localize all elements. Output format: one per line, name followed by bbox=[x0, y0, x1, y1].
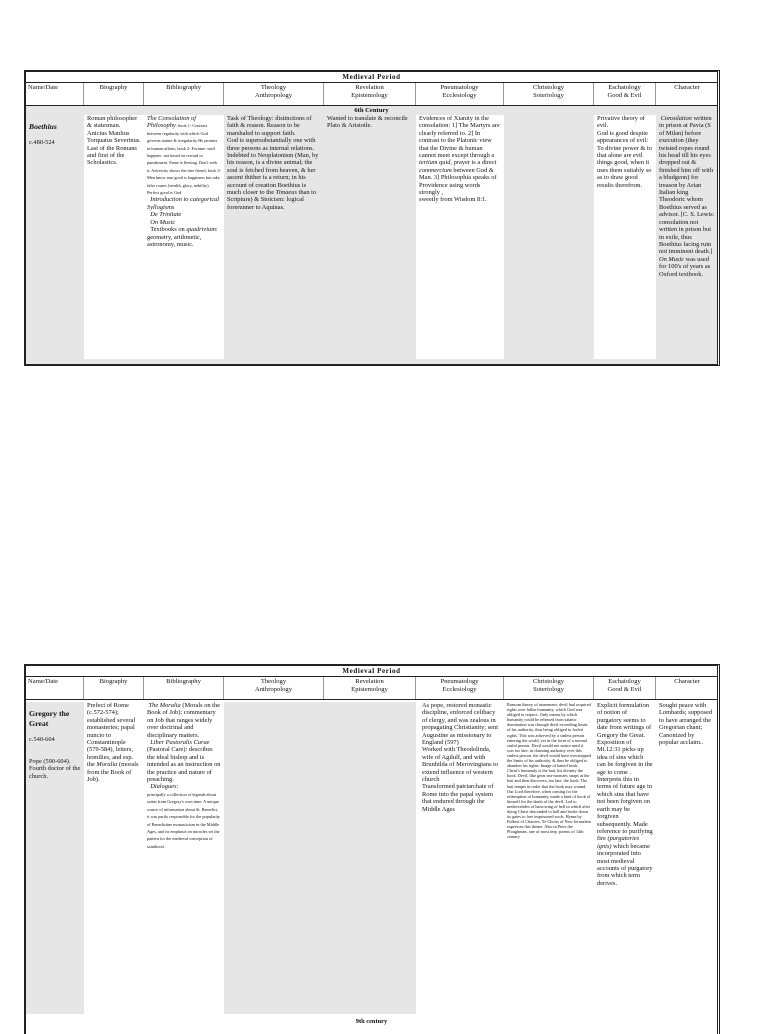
cell-biography bbox=[84, 702, 144, 1014]
col-header-character: Character bbox=[674, 84, 700, 91]
cell-name-date bbox=[26, 115, 84, 359]
century-label: 9th century bbox=[355, 1018, 388, 1025]
cell-eschatology: Privative theory of evil. God is good despite appearances of evil: To divine power & to that alone are evil things good, when it uses them suitably so as to draw good results therefrom. bbox=[594, 115, 656, 359]
character-text-2: was used for 100's of years as Oxford textbook. bbox=[659, 255, 711, 278]
cell-christology: Ransom theory of atonement: devil had acquired rights over fallen humanity, which God was obliged to respect. Only means by which humanity could be released from satanic domination was through devil exceeding limits of his authority, thus being obliged to forfeit rights. This was achieved by a sinless person entering the world, yet in the form of a normal sinful person. Devil would not notice until it was too late: in claiming authority over this sinless person, the devil would have overstepped the limits of his authority, & thus be obliged to abandon his rights. Image of baited hook: Christ's humanity is the bait, his divinity the hook. Devil, like great sea-monster, snaps at the bait and then discovers, too late, the hook. The bait tempts in order that the hook may wound. Our Lord therefore, when coming for the redemption of humanity, made a kind of hook of himself for the death of the devil. Led to medievalides of harrowing of hell in which after dying Christ descended to hell and broke down its gates to free imprisoned souls. Hymn by Fulbert of Chartres, Ye Choirs of New Jerusalem expresses this theme. Also in Piers the Ploughman, one of most imp. poems of 14th century bbox=[507, 702, 591, 840]
col-header-christology: Christology Soteriology bbox=[504, 677, 594, 699]
bib-title: The Consolation of Philosophy bbox=[147, 115, 197, 130]
table-header-row bbox=[26, 677, 717, 700]
table-title: Medieval Period bbox=[26, 72, 717, 83]
bib-italic-3: Dialogues bbox=[150, 783, 177, 791]
bib-italic-2: Liber Pastoralis Curae bbox=[150, 739, 210, 747]
person-date: c.540-604 bbox=[29, 735, 55, 743]
character-italic-2: On Music bbox=[659, 255, 685, 263]
pneuma-text: Evidences of Xianity in the consolation: 1] The Martyrs are clearly referred to. 2] In contrast to the Platonic view that the Divine & human cannot meet except through a bbox=[419, 115, 500, 160]
col-header-eschatology: Eschatology Good & Evil bbox=[594, 677, 656, 699]
pneuma-text-2: , prayer is a direct bbox=[450, 159, 497, 167]
cell-eschatology bbox=[594, 702, 656, 1014]
col-header-theology: Theology Anthropology bbox=[224, 83, 324, 105]
table-title: Medieval Period bbox=[26, 666, 717, 677]
table-row-boethius bbox=[26, 115, 717, 359]
col-header-eschatology: Eschatology Good & Evil bbox=[594, 83, 656, 105]
pneuma-italic-1: tertium quid bbox=[419, 159, 451, 167]
escha-text: Explicit formulation of notion of purgatory seems to date from writings of Gregory the Great. Exposition of Mt.12:31 picks up idea of sins which can be forgiven in the age to come . Interprets this in terms of future age in which sins that have not been forgiven on earth may be forgiven subsequently. Made reference to purifying fire bbox=[597, 702, 653, 843]
bib-work-5b: quadrivium bbox=[186, 226, 216, 234]
bib-summary: principally a collection of legends about saints from Gregory's own time. A unique source of information about St. Benedict, it was partly responsible for the popularity of Benedictine monasticism in the Middle Ages, and its emphasis on miracles set the pattern for the medieval conception of sainthood. bbox=[147, 791, 221, 849]
escha-text-2: which became incorporated into most medieval accounts of purgatory from which term derives. bbox=[597, 842, 653, 887]
pneuma-italic-2: commercium bbox=[419, 166, 452, 174]
character-text: written in prison at Pavia (S of Milan) before execution (they twisted ropes round his head till his eyes dropped out & finished him off with a bludgeon) for treason by Arian Italian king Theodoric whom Boethius served as advisor. [C. S. Lewis: consolation not written in prison but in exile, thus Boethius facing ruin not imminent death.] bbox=[659, 115, 715, 256]
bib-work-5: Textbooks on bbox=[150, 226, 185, 234]
cell-revelation: Wanted to translate & reconcile Plato & Aristotle. bbox=[327, 115, 408, 130]
cell-revelation bbox=[324, 702, 416, 1014]
person-office: Pope (590-604). Fourth doctor of the church. bbox=[29, 757, 81, 780]
medieval-table-boethius bbox=[24, 70, 720, 366]
cell-biography: Roman philosopher & statesman. Anicius Manlius Torquatus Severinus. Last of the Romans and first of the Scholastics. bbox=[84, 115, 144, 359]
bio-text-2: (morals from the Book of Job). bbox=[87, 761, 139, 784]
person-name: Gregory the Great bbox=[29, 709, 70, 728]
cell-theology bbox=[224, 702, 324, 1014]
col-header-pneumatology: Pneumatology Ecclesiology bbox=[416, 677, 504, 699]
col-header-revelation: Revelation Epistemology bbox=[324, 83, 416, 105]
col-header-name-date: Name/Date bbox=[26, 677, 84, 699]
theology-text: Task of Theology: distinctions of faith & reason. Reason to be marshaled to support faith. God is supersubstantially one with three persons as internal relations. Indebted to Neoplatonism (Man, by his reason, is a divine animal; the soul is fetched from heaven, & her ascent thither is a return; in his account of creation Boethius is much closer to the bbox=[227, 115, 319, 197]
bib-text: (Morals on the Book of Job): commentary on Job that ranges widely over doctrinal and disciplinary matters. bbox=[147, 702, 220, 739]
cell-christology bbox=[504, 115, 594, 359]
col-header-character: Character bbox=[674, 678, 700, 685]
person-name: Boethius bbox=[29, 122, 57, 132]
century-label: 6th Century bbox=[354, 107, 389, 114]
table-header-row bbox=[26, 83, 717, 106]
escha-italic: (purgatories ignis) bbox=[597, 835, 640, 850]
bib-text-2: (Pastoral Care): describes the ideal bishop and is intended as an instruction on the practice and nature of preaching. bbox=[147, 746, 221, 784]
cell-character: Sought peace with Lombards; supposed to have arranged the Gregorian chant; Canonized by popular acclaim.. bbox=[659, 702, 713, 747]
cell-character bbox=[656, 115, 718, 359]
theology-italic: Timaeus bbox=[275, 189, 297, 197]
bio-text: Prefect of Rome (c.572-574); established several monasteries; papal nuncio to Constantinople (579-584), letters, homilies, and esp. the bbox=[87, 702, 136, 769]
table-row-gregory bbox=[26, 700, 717, 1014]
col-header-bibliography: Bibliography bbox=[144, 677, 224, 699]
cell-pneumatology bbox=[416, 115, 504, 359]
col-header-biography: Biography bbox=[84, 677, 144, 699]
person-date: c.480-524 bbox=[29, 139, 55, 147]
medieval-table-gregory bbox=[24, 664, 720, 1034]
col-header-pneumatology: Pneumatology Ecclesiology bbox=[416, 83, 504, 105]
bio-italic: Moralia bbox=[96, 761, 118, 769]
col-header-revelation: Revelation Epistemology bbox=[324, 677, 416, 699]
cell-bibliography bbox=[144, 702, 224, 1014]
pneuma-text-3: between God & Man. 3] Philosophia speaks of Providence using words strongly , sweetly from Wisdom 8:1. bbox=[419, 166, 497, 204]
bib-summary: : book 1- Contrast between regularity with which God governs nature & irregularity He permits in human affairs; book 2- Fortune: stuff happens- not based on reward or punishment. Fame is fleeting. Don't seek it. Adversity shows the true friend; book 3- Men know true good is happiness but take false routes (wealth, glory, nobility). Perfect good is God bbox=[147, 123, 221, 196]
cell-name-date bbox=[26, 702, 84, 1014]
col-header-bibliography: Bibliography bbox=[144, 83, 224, 105]
bib-work-3: De Trinitate bbox=[150, 211, 182, 219]
bib-work-2: Introduction to categorical Syllogisms bbox=[147, 196, 220, 211]
bib-work-4: On Music bbox=[150, 218, 176, 226]
col-header-theology: Theology Anthropology bbox=[224, 677, 324, 699]
col-header-name-date: Name/Date bbox=[26, 83, 84, 105]
cell-pneumatology: As pope, restored monastic discipline, enforced celibacy of clergy, and was zealous in propagating Christianity; sent Augustine as missionary to England (597) Worked with Theodolinda, wife of Agilulf, and with Brunhilda of Merovingians to extend influence of western church Transformed patriarchate of Rome into the papal system that endured through the Middle Ages bbox=[422, 702, 499, 813]
cell-bibliography bbox=[144, 115, 224, 359]
col-header-christology: Christology Soteriology bbox=[504, 83, 594, 105]
bib-italic-1: The Moralia bbox=[148, 702, 181, 709]
bib-colon: : bbox=[176, 783, 179, 791]
character-italic-1: Consolation bbox=[660, 115, 692, 122]
bib-work-5c: : geometry, arithmetic, astronomy, music. bbox=[147, 226, 218, 248]
theology-text-2: than to Scripture) & Stoicism: logical forerunner to Aquinas. bbox=[227, 189, 317, 211]
cell-theology bbox=[224, 115, 324, 359]
col-header-biography: Biography bbox=[84, 83, 144, 105]
